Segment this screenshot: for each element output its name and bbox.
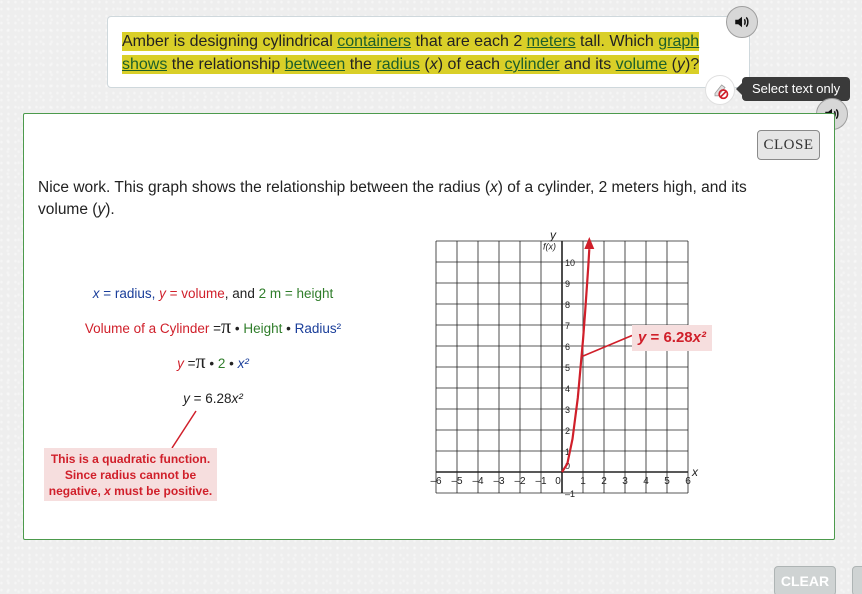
question-fragment: y bbox=[677, 56, 685, 73]
glossary-link[interactable]: between bbox=[284, 56, 346, 73]
quadratic-note: This is a quadratic function. Since radius cannot be negative, x must be positive. bbox=[44, 448, 217, 501]
x-tick-label: –5 bbox=[451, 476, 463, 487]
function-label: f(x) bbox=[543, 241, 556, 252]
glossary-link[interactable]: volume bbox=[615, 56, 668, 73]
variable-legend: x = radius, y = volume, and 2 m = height bbox=[92, 286, 334, 301]
x-axis-label: x bbox=[692, 465, 698, 479]
glossary-link[interactable]: graph bbox=[658, 33, 700, 50]
close-button[interactable]: CLOSE bbox=[757, 130, 820, 160]
x-tick-label: –1 bbox=[535, 476, 547, 487]
question-fragment: Amber is designing cylindrical bbox=[122, 33, 338, 50]
graph-grid bbox=[436, 241, 688, 493]
question-fragment: ) of each bbox=[437, 56, 505, 73]
explanation-area bbox=[24, 114, 404, 534]
x-tick-label: 3 bbox=[622, 476, 628, 487]
x-tick-label: –3 bbox=[493, 476, 505, 487]
result-formula: y = 6.28x² bbox=[183, 391, 243, 406]
question-fragment: ( bbox=[667, 56, 677, 73]
select-text-tooltip: Select text only bbox=[742, 77, 850, 101]
y-tick-label: 3 bbox=[565, 405, 571, 415]
question-fragment: ( bbox=[419, 56, 430, 73]
question-fragment: )? bbox=[685, 56, 700, 73]
question-fragment: and its bbox=[559, 56, 616, 73]
graph-curve-arrow bbox=[584, 237, 594, 249]
graph-equation-label: y = 6.28x² bbox=[632, 325, 712, 351]
feedback-panel bbox=[23, 113, 835, 540]
volume-formula: Volume of a Cylinder =π • Height • Radius² bbox=[84, 316, 342, 338]
x-tick-label: –6 bbox=[430, 476, 442, 487]
glossary-link[interactable]: radius bbox=[376, 56, 420, 73]
question-audio-button[interactable] bbox=[726, 6, 758, 38]
cylinder-volume-graph bbox=[404, 219, 734, 509]
x-tick-label: 1 bbox=[580, 476, 586, 487]
x-tick-label: 4 bbox=[643, 476, 649, 487]
question-fragment: the bbox=[345, 56, 377, 73]
speaker-icon bbox=[733, 13, 751, 31]
clear-button[interactable]: CLEAR bbox=[774, 566, 836, 594]
glossary-link[interactable]: containers bbox=[337, 33, 412, 50]
y-tick-label: 8 bbox=[565, 300, 571, 310]
question-fragment: tall. Which bbox=[575, 33, 659, 50]
next-button[interactable] bbox=[852, 566, 862, 594]
question-fragment: x bbox=[429, 56, 438, 73]
question-fragment: the relationship bbox=[167, 56, 285, 73]
feedback-text: Nice work. This graph shows the relationship between the radius (x) of a cylinder, 2 meters high, and its volume (y). bbox=[38, 179, 747, 218]
eraser-no-icon bbox=[710, 80, 730, 100]
x-tick-label: 2 bbox=[601, 476, 607, 487]
question-text[interactable] bbox=[122, 30, 704, 76]
substituted-formula: y =π • 2 • x² bbox=[177, 351, 249, 373]
glossary-link[interactable]: cylinder bbox=[504, 56, 560, 73]
y-tick-label: 4 bbox=[565, 384, 571, 394]
question-box bbox=[107, 16, 750, 88]
y-tick-label: 5 bbox=[565, 363, 571, 373]
y-tick-label: 9 bbox=[565, 279, 571, 289]
glossary-link[interactable]: meters bbox=[526, 33, 576, 50]
y-tick-label: 6 bbox=[565, 342, 571, 352]
question-fragment: that are each 2 bbox=[411, 33, 527, 50]
glossary-link[interactable]: shows bbox=[122, 56, 168, 73]
y-tick-label: 2 bbox=[565, 426, 571, 436]
x-tick-label: 5 bbox=[664, 476, 670, 487]
x-tick-label: 6 bbox=[685, 476, 691, 487]
y-tick-label: –1 bbox=[565, 489, 576, 499]
y-tick-label: 10 bbox=[565, 258, 576, 268]
x-tick-label: –2 bbox=[514, 476, 526, 487]
y-tick-label: 0 bbox=[565, 461, 571, 471]
x-tick-label: –4 bbox=[472, 476, 484, 487]
select-text-tool-button[interactable] bbox=[705, 75, 735, 105]
y-axis-label: y bbox=[550, 228, 556, 242]
x-tick-label: 0 bbox=[555, 476, 561, 487]
y-tick-label: 7 bbox=[565, 321, 571, 331]
y-tick-label: 1 bbox=[565, 447, 571, 457]
